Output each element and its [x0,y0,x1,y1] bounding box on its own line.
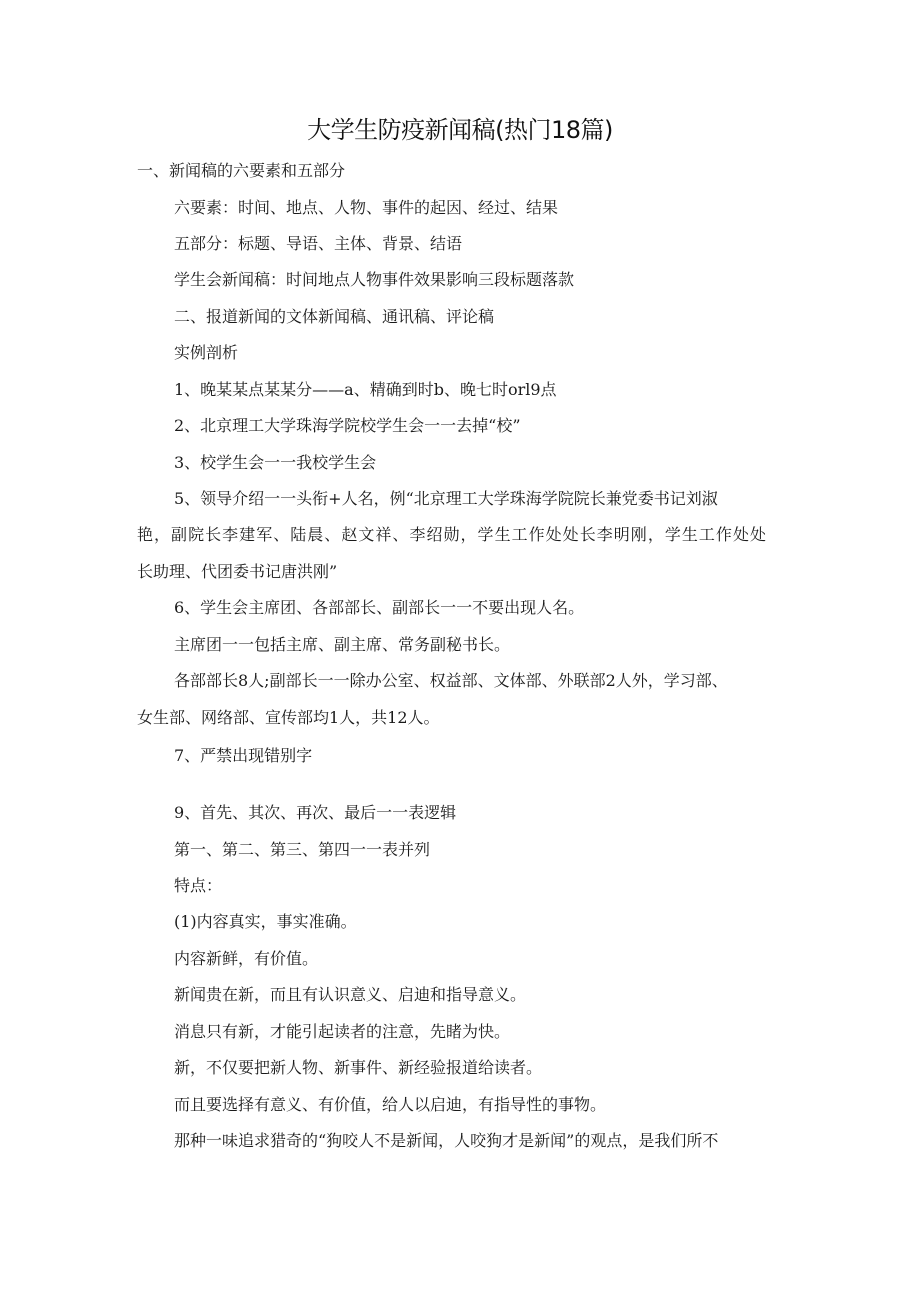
section-heading: 一、新闻稿的六要素和五部分 [137,161,346,180]
paragraph-line: 第一、第二、第三、第四一一表并列 [174,840,431,859]
paragraph-line: 女生部、网络部、宣传部均1人，共12人。 [137,708,440,727]
paragraph-line: 艳，副院长李建军、陆晨、赵文祥、李绍勋，学生工作处处长李明刚，学生工作处处 [137,525,766,544]
paragraph-line: 六要素：时间、地点、人物、事件的起因、经过、结果 [174,198,559,217]
paragraph-line: 主席团一一包括主席、副主席、常务副秘书长。 [174,635,511,654]
paragraph-line: 五部分：标题、导语、主体、背景、结语 [174,234,463,253]
paragraph-line: 2、北京理工大学珠海学院校学生会一一去掉“校” [174,416,521,435]
paragraph-line: 新，不仅要把新人物、新事件、新经验报道给读者。 [174,1058,543,1077]
paragraph-line: 特点： [174,876,223,895]
paragraph-line: 长助理、代团委书记唐洪刚” [137,562,338,581]
paragraph-line: 二、报道新闻的文体新闻稿、通讯稿、评论稿 [174,307,495,326]
paragraph-line: 实例剖析 [174,343,239,362]
paragraph-line: 1、晚某某点某某分——a、精确到时b、晚七时orl9点 [174,380,557,399]
paragraph-line: 新闻贵在新，而且有认识意义、启迪和指导意义。 [174,985,527,1004]
paragraph-line: 7、严禁出现错别字 [174,746,313,765]
paragraph-line: 5、领导介绍一一头衔+人名，例“北京理工大学珠海学院院长兼党委书记刘淑 [174,489,718,508]
paragraph-line: 那种一味追求猎奇的“狗咬人不是新闻，人咬狗才是新闻”的观点，是我们所不 [174,1131,719,1150]
paragraph-line: 消息只有新，才能引起读者的注意，先睹为快。 [174,1022,511,1041]
paragraph-line: 而且要选择有意义、有价值，给人以启迪，有指导性的事物。 [174,1095,607,1114]
paragraph-line: 9、首先、其次、再次、最后一一表逻辑 [174,803,457,822]
paragraph-line: 各部部长8人;副部长一一除办公室、权益部、文体部、外联部2人外，学习部、 [174,671,728,690]
paragraph-line: 6、学生会主席团、各部部长、副部长一一不要出现人名。 [174,598,585,617]
paragraph-line: 内容新鲜，有价值。 [174,949,319,968]
paragraph-line: 学生会新闻稿：时间地点人物事件效果影响三段标题落款 [174,270,575,289]
paragraph-line: (1)内容真实，事实准确。 [174,912,357,931]
paragraph-line: 3、校学生会一一我校学生会 [174,453,377,472]
document-title: 大学生防疫新闻稿(热门18篇) [307,116,613,144]
